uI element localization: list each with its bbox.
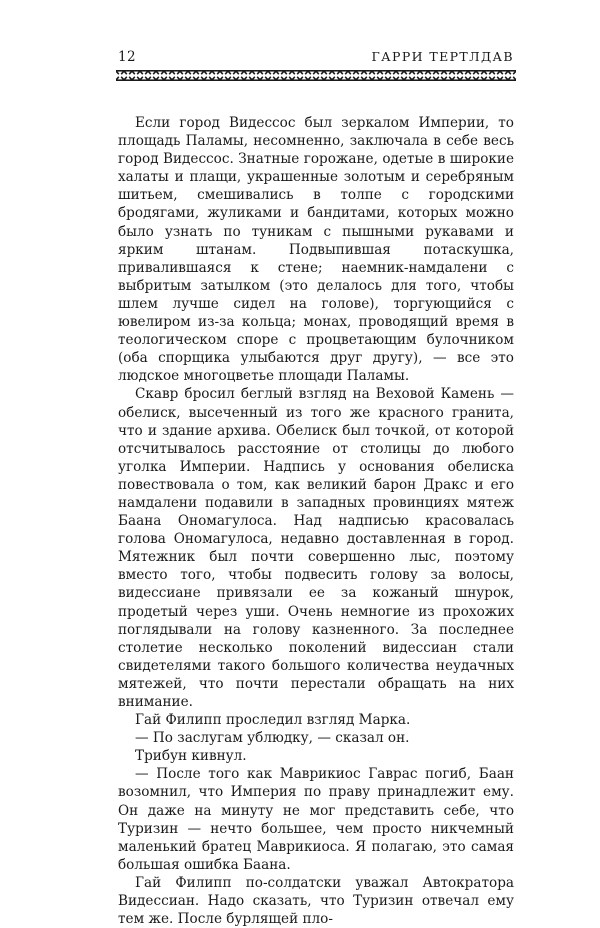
paragraph: Если город Видессос был зеркалом Империи, то площадь Паламы, несомненно, заключала в себе весь город Видессос. Знатные горожане, одетые в широкие халаты и плащи, украшенные золотым и серебряным шитьем, смешивались в толпе с городскими бродягами, жуликами и бандитами, которых можно было узнать по туникам с пышными рукавами и ярким штанам. Подвыпившая потаскушка, привалившаяся к стене; наемник-намдалени с выбритым затылком (это делалось для того, чтобы шлем лучше сидел на голове), торгующийся с ювелиром из-за кольца; монах, проводящий время в теологическом споре с процветающим булочником (оба спорщика улыбаются друг другу), — все это людское многоцветье площади Паламы. bbox=[118, 115, 514, 385]
paragraph: Скавр бросил беглый взгляд на Веховой Камень — обелиск, высеченный из того же красного гранита, что и здание архива. Обелиск был точкой, от которой отсчитывалось расстояние от столицы до любого уголка Империи. Надпись у основания обелиска повествовала о том, как великий барон Дракс и его намдалени подавили в западных провинциях мятеж Баана Ономагулоса. Над надписью красовалась голова Ономагулоса, недавно доставленная в город. Мятежник был почти совершенно лыс, поэтому вместо того, чтобы подвесить голову за волосы, видессиане привязали ее за кожаный шнурок, продетый через уши. Очень немногие из прохожих поглядывали на голову казненного. За последнее столетие несколько поколений видессиан стали свидетелями такого большого количества неудачных мятежей, что почти перестали обращать на них внимание. bbox=[118, 386, 514, 710]
paragraph: Гай Филипп по-солдатски уважал Автократора Видессиан. Надо сказать, что Туризин отвечал ему тем же. После бурлящей пло- bbox=[118, 874, 514, 928]
body-text bbox=[118, 114, 514, 928]
ornamental-rule bbox=[116, 70, 516, 81]
paragraph: Гай Филипп проследил взгляд Марка. bbox=[135, 712, 411, 729]
author-name: ГАРРИ ТЕРТЛДАВ bbox=[371, 49, 514, 64]
page-number: 12 bbox=[118, 49, 136, 65]
dialogue-line: — По заслугам ублюдку, — сказал он. bbox=[135, 730, 410, 747]
paragraph: Трибун кивнул. bbox=[135, 748, 247, 765]
running-head bbox=[118, 49, 514, 67]
dialogue-line: — После того как Маврикиос Гаврас погиб, Баан возомнил, что Империя по праву принадлежит ему. Он даже на минуту не мог представить себе, что Туризин — нечто большее, чем просто никчемный маленький братец Маврикиоса. Я полагаю, это самая большая ошибка Баана. bbox=[118, 766, 514, 873]
